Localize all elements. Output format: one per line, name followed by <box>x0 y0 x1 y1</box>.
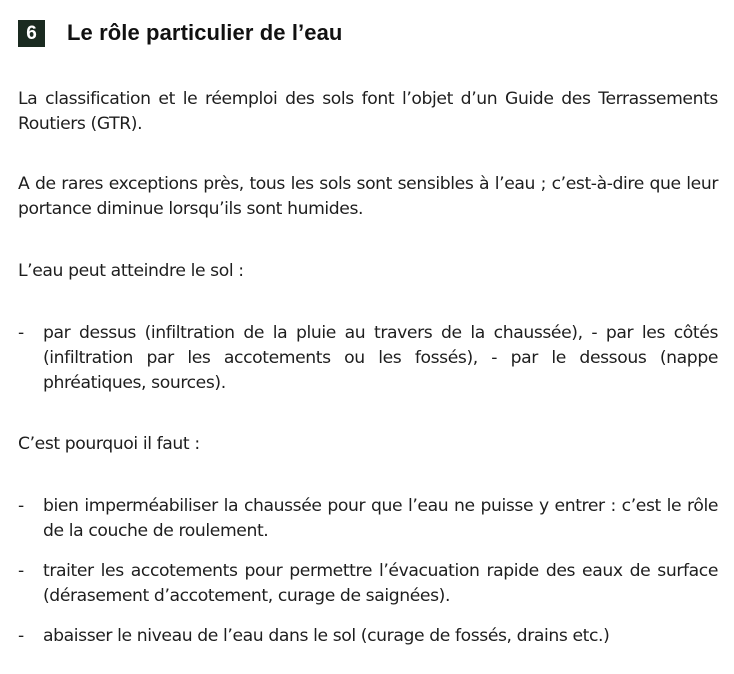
list-item <box>18 624 718 649</box>
list-item <box>18 494 718 544</box>
list-item <box>18 559 718 609</box>
list-dash: - <box>18 561 24 581</box>
list-dash: - <box>18 626 24 646</box>
list-item <box>18 321 718 396</box>
paragraph-water-sensitivity: A de rares exceptions près, tous les sols sont sensibles à l’eau ; c’est-à-dire que leur portance diminue lorsqu’ils sont humides. <box>18 174 718 219</box>
paragraph-gtr: La classification et le réemploi des sols font l’objet d’un Guide des Terrassements Routiers (GTR). <box>18 89 718 134</box>
list-item-text: par dessus (infiltration de la pluie au travers de la chaussée), - par les côtés (infiltration par les accotements ou les fossés), - par le dessous (nappe phréatiques, sources). <box>43 323 718 393</box>
section-number-badge: 6 <box>18 20 45 47</box>
section-title: Le rôle particulier de l’eau <box>67 20 343 45</box>
list-item-text: abaisser le niveau de l’eau dans le sol (curage de fossés, drains etc.) <box>43 626 610 646</box>
list-dash: - <box>18 496 24 516</box>
list-dash: - <box>18 323 24 343</box>
paragraph-water-reach-intro: L’eau peut atteindre le sol : <box>18 261 244 281</box>
section-heading <box>18 18 342 48</box>
list-item-text: bien imperméabiliser la chaussée pour que l’eau ne puisse y entrer : c’est le rôle de la couche de roulement. <box>43 496 718 541</box>
list-item-text: traiter les accotements pour permettre l’évacuation rapide des eaux de surface (dérasement d’accotement, curage de saignées). <box>43 561 718 606</box>
paragraph-measures-intro: C’est pourquoi il faut : <box>18 434 200 454</box>
